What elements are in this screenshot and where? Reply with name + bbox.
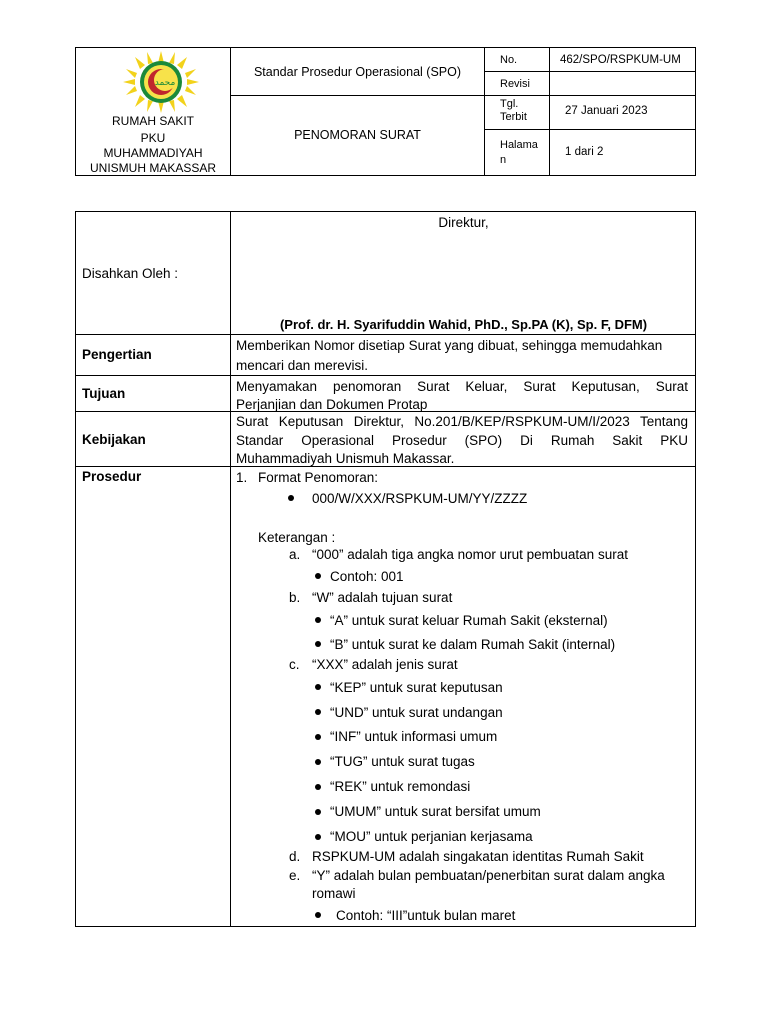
spo-title: Standar Prosedur Operasional (SPO) (253, 65, 462, 79)
kebijakan-line: Muhammadiyah Unismuh Makassar. (236, 451, 455, 466)
item-text: RSPKUM-UM adalah singakatan identitas Rumah Sakit (312, 849, 644, 864)
bullet-dot (315, 617, 321, 623)
bullet-dot (315, 709, 321, 715)
sub-item-text: “B” untuk surat ke dalam Rumah Sakit (internal) (330, 637, 616, 652)
item-text: romawi (312, 886, 356, 901)
header-divider (484, 71, 696, 72)
sub-item-text: “INF” untuk informasi umum (330, 729, 498, 744)
tujuan-line: Menyamakan penomoran Surat Keluar, Surat Keputusan, Surat (236, 379, 688, 394)
kebijakan-label: Kebijakan (82, 432, 146, 447)
tgl-terbit-value: 27 Januari 2023 (565, 105, 648, 117)
document-title: PENOMORAN SURAT (294, 128, 421, 142)
approval-label: Disahkan Oleh : (82, 266, 179, 281)
hospital-name-line: PKU (140, 131, 166, 145)
kebijakan-line: Surat Keputusan Direktur, No.201/B/KEP/RSPKUM-UM/I/2023 Tentang (236, 414, 688, 429)
bullet-dot (288, 495, 294, 501)
item-letter: e. (289, 868, 301, 883)
tgl-terbit-label: Tgl. (500, 98, 519, 110)
bullet-dot (315, 573, 321, 579)
bullet-dot (315, 912, 321, 918)
approval-role: Direktur, (438, 215, 489, 230)
halaman-value: 1 dari 2 (565, 146, 604, 158)
body-divider (75, 334, 696, 335)
item-text: “XXX” adalah jenis surat (312, 657, 458, 672)
sub-item-text: “UMUM” untuk surat bersifat umum (330, 804, 541, 819)
header-divider (484, 129, 696, 130)
keterangan-heading: Keterangan : (258, 530, 336, 545)
sub-item-text: “A” untuk surat keluar Rumah Sakit (eksternal) (330, 613, 608, 628)
halaman-label: n (500, 154, 507, 166)
header-divider (549, 47, 550, 176)
sub-item-text: “MOU” untuk perjanian kerjasama (330, 829, 533, 844)
bullet-dot (315, 734, 321, 740)
approver-name: (Prof. dr. H. Syarifuddin Wahid, PhD., Sp.PA (K), Sp. F, DFM) (279, 317, 648, 332)
hospital-name-line: UNISMUH MAKASSAR (89, 161, 217, 175)
logo-calligraphy: محمد (154, 78, 176, 88)
tujuan-label: Tujuan (82, 386, 126, 401)
format-pattern: 000/W/XXX/RSPKUM-UM/YY/ZZZZ (312, 491, 528, 506)
bullet-dot (315, 759, 321, 765)
step-number: 1. (236, 470, 248, 485)
halaman-label: Halama (500, 139, 538, 151)
no-label: No. (500, 54, 518, 66)
pengertian-line: mencari dan merevisi. (236, 358, 369, 373)
bullet-dot (315, 809, 321, 815)
item-text: “W” adalah tujuan surat (312, 590, 453, 605)
bullet-dot (315, 684, 321, 690)
header-divider (484, 47, 485, 176)
sub-item-text: “UND” untuk surat undangan (330, 705, 503, 720)
item-letter: a. (289, 547, 301, 562)
item-text: “Y” adalah bulan pembuatan/penerbitan surat dalam angka (312, 868, 665, 883)
bullet-dot (315, 834, 321, 840)
bullet-dot (315, 784, 321, 790)
no-value: 462/SPO/RSPKUM-UM (560, 54, 681, 66)
sub-item-text: Contoh: 001 (330, 569, 404, 584)
tgl-terbit-label: Terbit (500, 111, 527, 123)
hospital-logo (123, 51, 199, 113)
sub-item-text: “REK” untuk remondasi (330, 779, 471, 794)
prosedur-label: Prosedur (82, 469, 142, 484)
pengertian-line: Memberikan Nomor disetiap Surat yang dibuat, sehingga memudahkan (236, 338, 663, 353)
item-text: “000” adalah tiga angka nomor urut pembuatan surat (312, 547, 628, 562)
pengertian-label: Pengertian (82, 347, 152, 362)
item-letter: c. (289, 657, 300, 672)
item-letter: b. (289, 590, 301, 605)
step-text: Format Penomoran: (258, 470, 379, 485)
tujuan-line: Perjanjian dan Dokumen Protap (236, 397, 428, 412)
kebijakan-line: Standar Operasional Prosedur (SPO) Di Rumah Sakit PKU (236, 433, 688, 448)
sub-item-text: “TUG” untuk surat tugas (330, 754, 475, 769)
hospital-name-line: MUHAMMADIYAH (103, 146, 203, 160)
body-divider (75, 375, 696, 376)
revisi-label: Revisi (500, 78, 530, 90)
item-letter: d. (289, 849, 301, 864)
sub-item-text: “KEP” untuk surat keputusan (330, 680, 503, 695)
sub-item-text: Contoh: “III”untuk bulan maret (336, 908, 516, 923)
hospital-name-line: RUMAH SAKIT (111, 114, 194, 128)
header-divider (230, 95, 696, 96)
bullet-dot (315, 641, 321, 647)
